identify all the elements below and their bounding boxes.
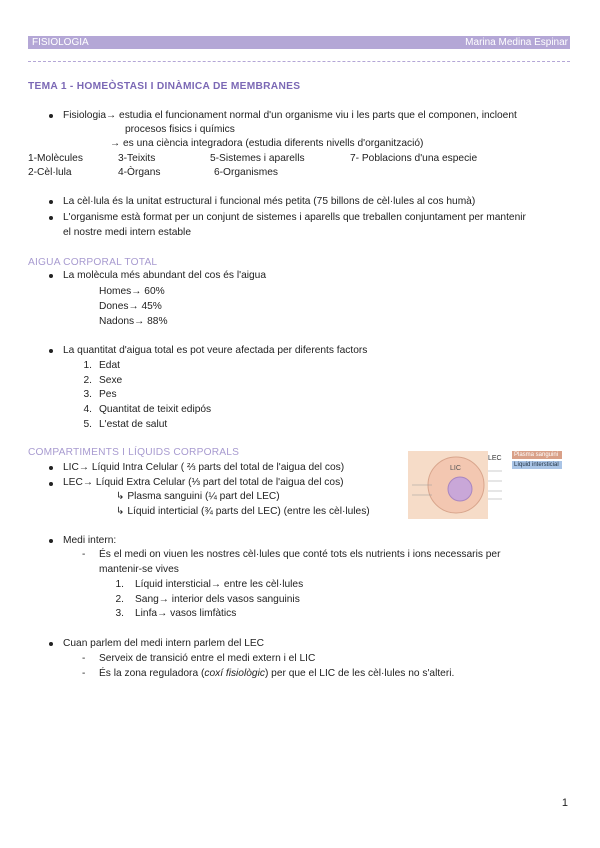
page-title: TEMA 1 - HOMEÒSTASI I DINÀMICA DE MEMBRANES — [28, 81, 301, 92]
page-number: 1 — [561, 797, 568, 809]
bullet-dot — [49, 642, 53, 646]
bullet-dot — [49, 482, 53, 486]
aigua-dones: Dones→ 45% — [99, 301, 162, 312]
level-7: 7- Poblacions d'una especie — [350, 153, 478, 164]
intro-cellula: La cèl·lula és la unitat estructural i funcional més petita (75 billons de cèl·lules al cos humà) — [63, 196, 476, 207]
list-number: 5. — [83, 419, 92, 430]
header-bar — [28, 36, 570, 49]
factor-item: L'estat de salut — [99, 419, 168, 430]
medi-intern-heading: Medi intern: — [63, 535, 117, 546]
intro-organisme-line1: L'organisme està format per un conjunt de sistemes i aparells que treballen conjuntament per mantenir — [63, 212, 526, 223]
level-2: 2-Cèl·lula — [28, 167, 72, 178]
bullet-dot — [49, 466, 53, 470]
lec-transicio: Serveix de transició entre el medi extern i el LIC — [99, 653, 316, 664]
header-author: Marina Medina Espinar — [465, 37, 568, 48]
header-divider — [28, 61, 570, 62]
dash-marker: - — [82, 549, 86, 560]
factor-item: Sexe — [99, 375, 123, 386]
compart-intersticial: ↳ Líquid interticial (¾ parts del LEC) (entre les cèl·lules) — [116, 506, 370, 517]
section-heading-aigua: AIGUA CORPORAL TOTAL — [28, 257, 158, 268]
header-subject: FISIOLOGIA — [32, 37, 89, 48]
list-number: 3. — [83, 389, 92, 400]
cell-compartments-diagram — [408, 451, 562, 519]
medi-intern-def-line1: És el medi on viuen les nostres cèl·lules que conté tots els nutrients i ions necessaris per — [99, 549, 501, 560]
compart-plasma: ↳ Plasma sanguini (¼ part del LEC) — [116, 491, 280, 502]
list-number: 1. — [115, 579, 124, 590]
intro-fisiologia-line1: Fisiologia→ estudia el funcionament normal d'un organisme viu i les parts que el componen, incloent — [63, 110, 517, 121]
bullet-dot — [49, 216, 53, 220]
list-number: 3. — [115, 608, 124, 619]
lec-reguladora — [99, 667, 454, 681]
bullet-dot — [49, 200, 53, 204]
aigua-nadons: Nadons→ 88% — [99, 316, 168, 327]
medi-item: Sang→ interior dels vasos sanguinis — [135, 594, 300, 605]
lec-reguladora-italic: coxí fisiològic — [204, 668, 265, 679]
bullet-dot — [49, 114, 53, 118]
compart-lic: LIC→ Líquid Intra Celular ( ⅔ parts del total de l'aigua del cos) — [63, 462, 345, 473]
legend-plasma: Plasma sanguini — [512, 451, 562, 459]
dash-marker: - — [82, 653, 86, 664]
section-heading-compartiments: COMPARTIMENTS I LÍQUIDS CORPORALS — [28, 447, 240, 458]
diagram-lec-label: LEC — [488, 455, 502, 462]
level-3: 3-Teixits — [118, 153, 156, 164]
lec-heading: Cuan parlem del medi intern parlem del LEC — [63, 638, 265, 649]
list-number: 1. — [83, 360, 92, 371]
list-number: 4. — [83, 404, 92, 415]
factor-item: Edat — [99, 360, 120, 371]
factor-item: Quantitat de teixit edipós — [99, 404, 212, 415]
lec-reguladora-post: ) per que el LIC de les cèl·lules no s'alteri. — [264, 668, 455, 679]
compart-lec: LEC→ Líquid Extra Celular (⅓ part del total de l'aigua del cos) — [63, 477, 344, 488]
bullet-dot — [49, 274, 53, 278]
list-number: 2. — [115, 594, 124, 605]
intro-fisiologia-line3: → es una ciència integradora (estudia diferents nivells d'organització) — [110, 138, 424, 149]
aigua-factors-intro: La quantitat d'aigua total es pot veure afectada per diferents factors — [63, 345, 368, 356]
intro-organisme-line2: el nostre medi intern estable — [63, 227, 191, 238]
aigua-molecula: La molècula més abundant del cos és l'aigua — [63, 270, 266, 281]
medi-intern-def-line2: mantenir-se vives — [99, 564, 179, 575]
dash-marker: - — [82, 668, 86, 679]
lec-reguladora-pre: És la zona reguladora ( — [99, 668, 205, 679]
cell-nucleus — [448, 477, 472, 501]
intro-fisiologia-line2: procesos fisics i químics — [125, 124, 235, 135]
level-6: 6-Organismes — [214, 167, 278, 178]
bullet-dot — [49, 539, 53, 543]
diagram-lic-label: LIC — [450, 465, 461, 472]
list-number: 2. — [83, 375, 92, 386]
level-5: 5-Sistemes i aparells — [210, 153, 305, 164]
level-1: 1-Molècules — [28, 153, 83, 164]
level-4: 4-Òrgans — [118, 167, 161, 178]
factor-item: Pes — [99, 389, 117, 400]
bullet-dot — [49, 349, 53, 353]
medi-item: Linfa→ vasos limfàtics — [135, 608, 237, 619]
legend-intersticial: Líquid intersticial — [512, 461, 562, 469]
medi-item: Líquid intersticial→ entre les cèl·lules — [135, 579, 304, 590]
aigua-homes: Homes→ 60% — [99, 286, 165, 297]
